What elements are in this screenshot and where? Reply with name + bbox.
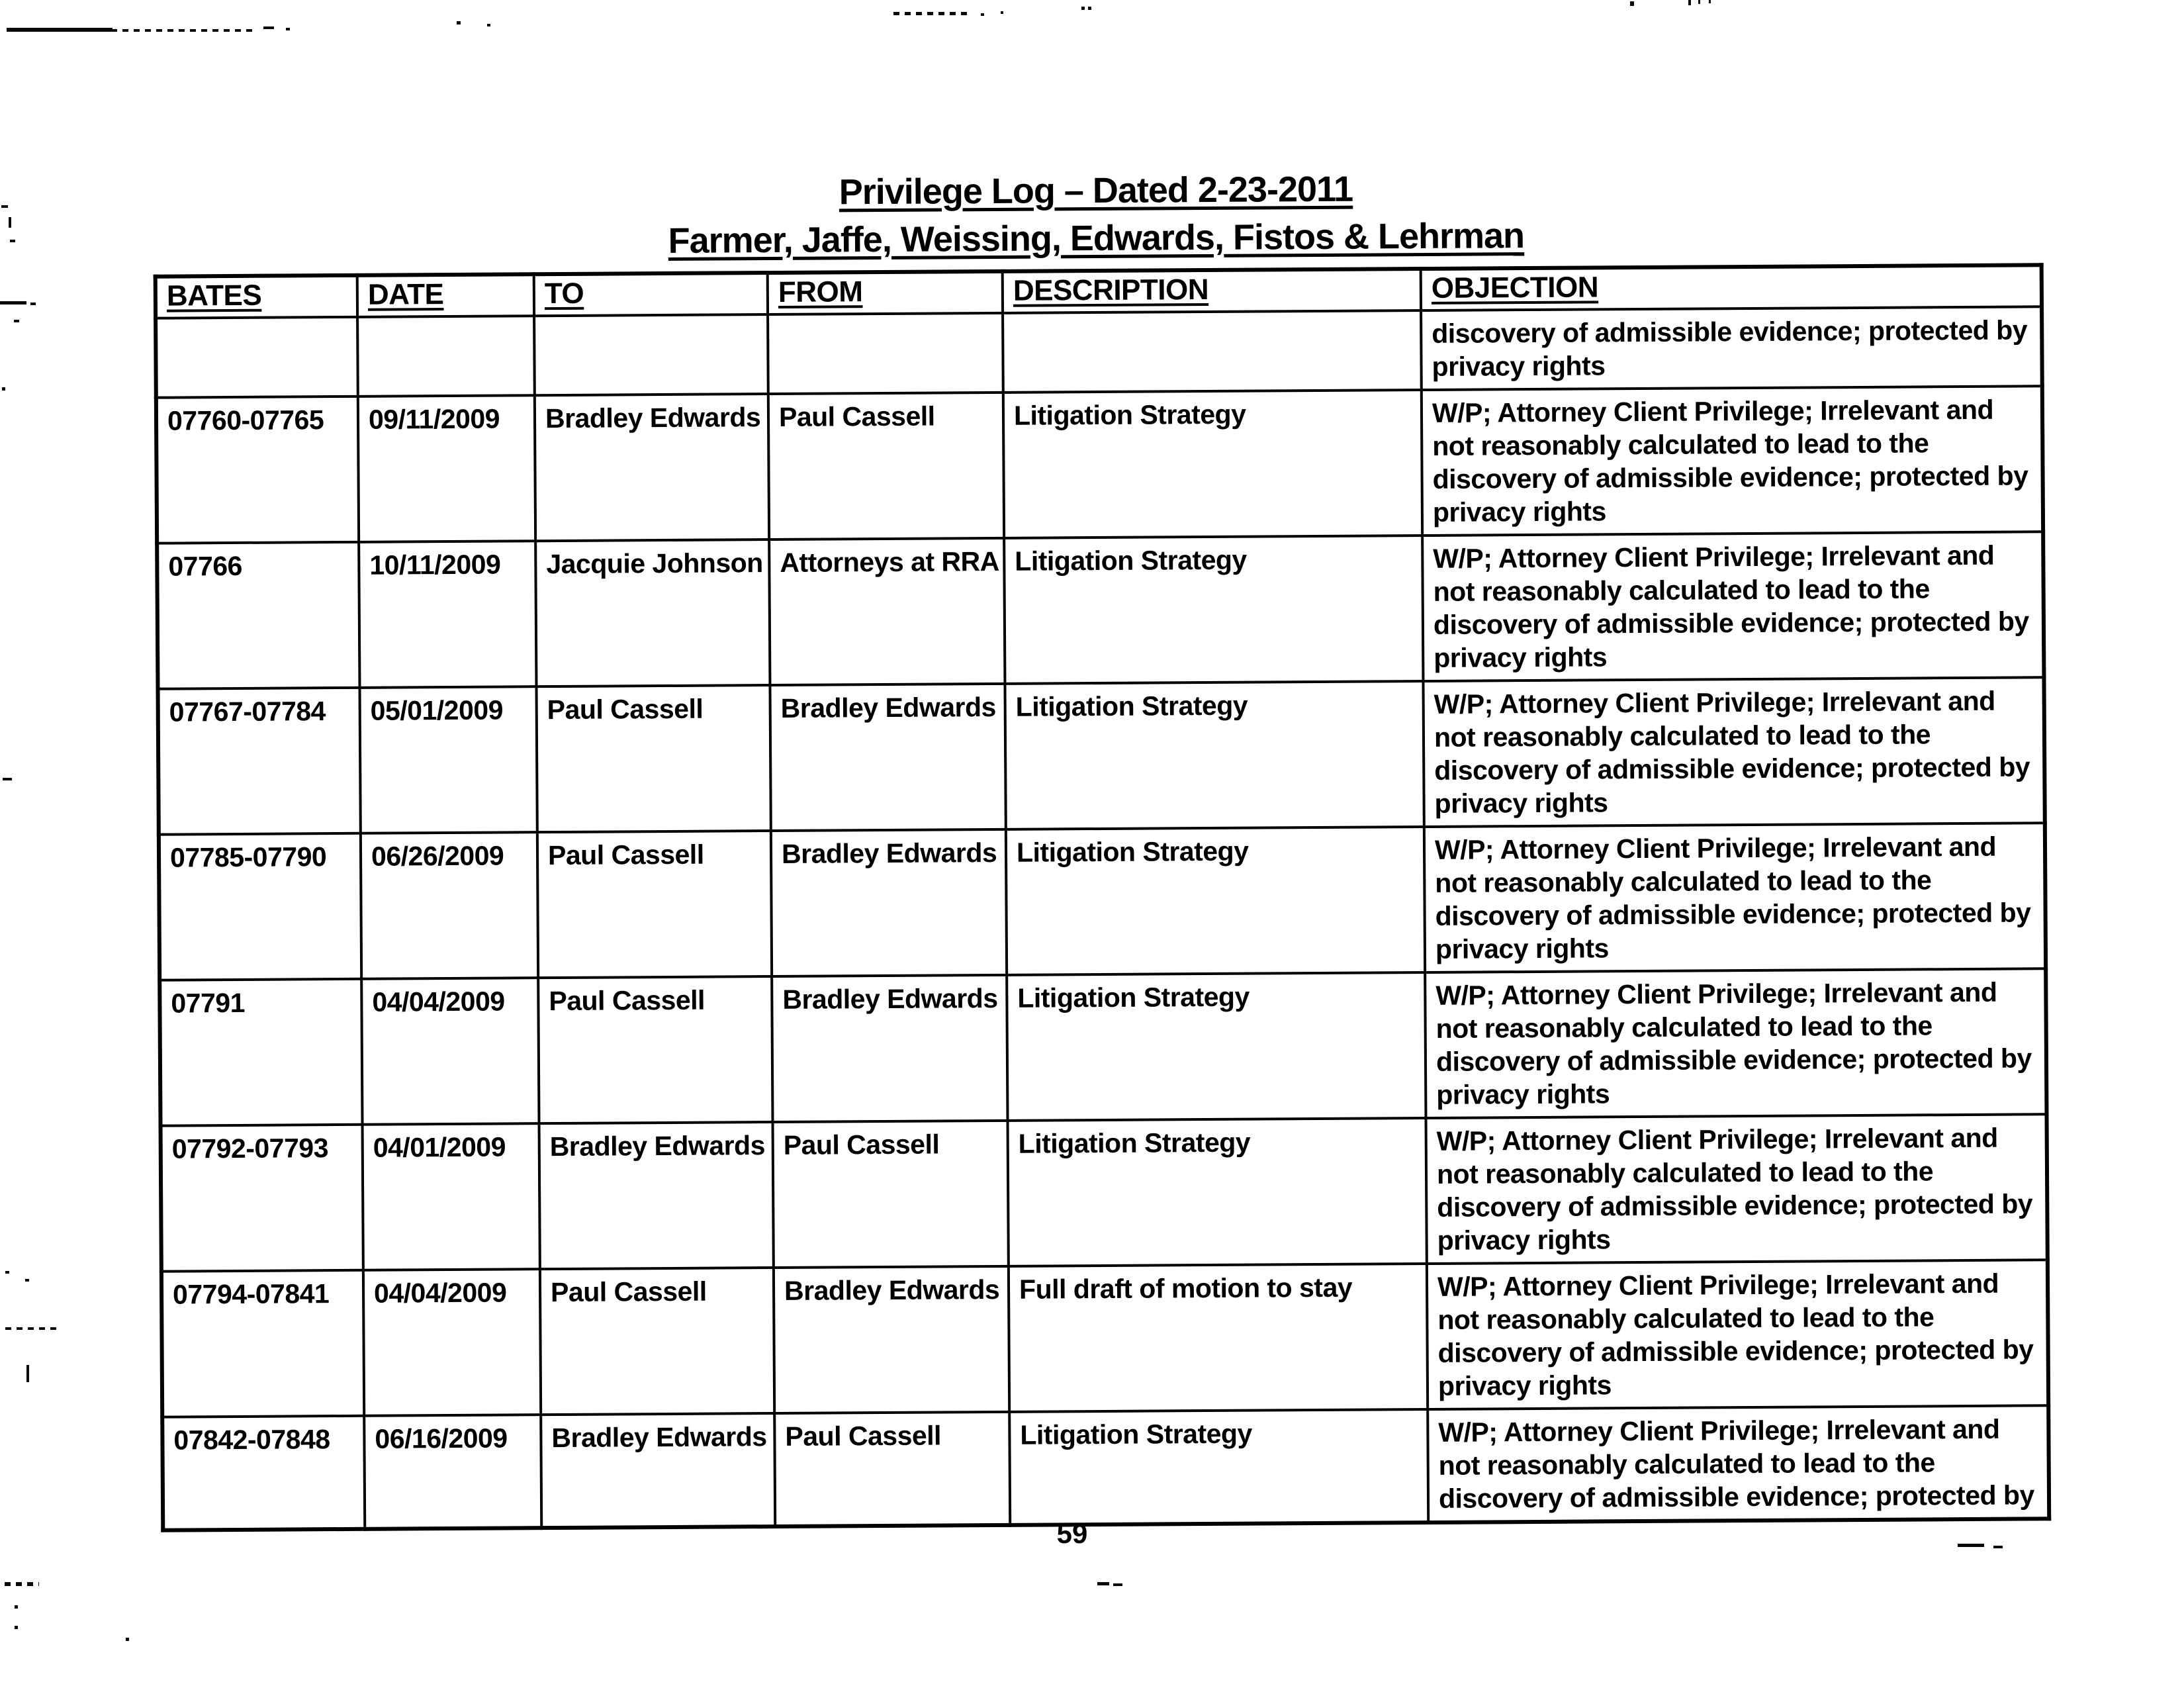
objection-cell: discovery of admissible evidence; protected by privacy rights: [1421, 306, 2042, 390]
table-row: [159, 968, 2046, 1125]
column-header-to: TO: [534, 273, 768, 316]
date-cell: 04/04/2009: [363, 1269, 541, 1416]
scan-artifact: [263, 26, 274, 29]
scan-artifact: [9, 217, 11, 228]
date-cell: [357, 316, 535, 397]
scan-artifact: [981, 13, 984, 16]
objection-cell: W/P; Attorney Client Privilege; Irrelevant and not reasonably calculated to lead to the discovery of admissible evidence; protected by privacy rights: [1423, 677, 2044, 827]
scan-artifact: [1097, 1582, 1109, 1585]
scan-artifact: [1698, 0, 1700, 4]
from-cell: Bradley Edwards: [774, 1266, 1009, 1413]
scan-artifact: [1088, 7, 1091, 10]
page-subtitle: Farmer, Jaffe, Weissing, Edwards, Fistos & Lehrman: [668, 216, 1525, 261]
to-cell: Bradley Edwards: [535, 394, 769, 541]
scan-artifact: [1958, 1544, 1984, 1547]
privilege-log-table: [154, 263, 2052, 1532]
scan-artifact: [893, 12, 972, 15]
from-cell: Paul Cassell: [774, 1412, 1010, 1526]
column-header-from: FROM: [768, 271, 1003, 314]
bates-cell: 07791: [159, 979, 362, 1126]
scan-artifact: [2, 387, 5, 391]
page-number: 59: [1056, 1518, 1088, 1549]
to-cell: Paul Cassell: [536, 685, 770, 832]
bates-cell: 07794-07841: [161, 1270, 364, 1417]
from-cell: [768, 313, 1003, 394]
scan-artifact: [457, 21, 461, 24]
date-cell: 04/01/2009: [363, 1123, 540, 1270]
objection-cell: W/P; Attorney Client Privilege; Irrelevant and not reasonably calculated to lead to the discovery of admissible evidence; protected by privacy rights: [1424, 823, 2046, 972]
description-cell: Litigation Strategy: [1007, 972, 1426, 1121]
document-content: [153, 164, 2047, 1532]
table-row: [161, 1260, 2048, 1417]
scan-artifact: [10, 240, 15, 242]
page-title: Privilege Log – Dated 2-23-2011: [839, 169, 1353, 212]
to-cell: Paul Cassell: [540, 1268, 774, 1415]
description-cell: Litigation Strategy: [1004, 536, 1423, 684]
table-row: [157, 532, 2044, 688]
from-cell: Bradley Edwards: [770, 684, 1005, 831]
scan-artifact: [487, 24, 490, 26]
table-row: [162, 1405, 2049, 1530]
description-cell: Litigation Strategy: [1005, 681, 1424, 829]
scan-artifact: [1113, 1583, 1122, 1586]
objection-cell: W/P; Attorney Client Privilege; Irrelevant and not reasonably calculated to lead to the discovery of admissible evidence; protected by: [1428, 1405, 2049, 1523]
scan-artifact: [1081, 7, 1085, 10]
scan-artifact: [1688, 0, 1691, 5]
from-cell: Paul Cassell: [768, 393, 1004, 539]
column-header-description: DESCRIPTION: [1003, 269, 1421, 313]
objection-cell: W/P; Attorney Client Privilege; Irrelevant and not reasonably calculated to lead to the discovery of admissible evidence; protected by privacy rights: [1422, 386, 2043, 536]
bates-cell: 07785-07790: [159, 833, 361, 980]
scan-artifact: [15, 1605, 18, 1609]
to-cell: [534, 314, 768, 395]
scan-artifact: [26, 1365, 29, 1382]
to-cell: Paul Cassell: [538, 976, 772, 1123]
from-cell: Attorneys at RRA: [769, 538, 1005, 685]
scan-artifact: [44, 29, 255, 32]
bates-cell: 07767-07784: [158, 688, 361, 835]
date-cell: 06/16/2009: [364, 1415, 541, 1529]
scan-artifact: [15, 1626, 18, 1629]
column-header-bates: BATES: [156, 275, 357, 318]
to-cell: Bradley Edwards: [539, 1122, 774, 1269]
date-cell: 06/26/2009: [361, 832, 538, 979]
scan-artifact: [3, 778, 12, 780]
bates-cell: 07842-07848: [162, 1416, 365, 1530]
scan-artifact: [5, 1271, 9, 1274]
scan-artifact: [25, 1279, 29, 1282]
date-cell: 10/11/2009: [359, 541, 536, 688]
table-row: [161, 1114, 2048, 1271]
from-cell: Bradley Edwards: [772, 975, 1007, 1122]
table-row: [159, 823, 2046, 980]
scan-artifact: [1630, 1, 1634, 6]
objection-cell: W/P; Attorney Client Privilege; Irrelevant and not reasonably calculated to lead to the discovery of admissible evidence; protected by privacy rights: [1427, 1260, 2048, 1409]
to-cell: Bradley Edwards: [541, 1413, 775, 1528]
description-cell: Litigation Strategy: [1008, 1118, 1427, 1266]
scan-artifact: [0, 301, 26, 305]
column-header-objection: OBJECTION: [1421, 265, 2042, 310]
date-cell: 05/01/2009: [359, 686, 537, 833]
to-cell: Jacquie Johnson: [535, 539, 770, 686]
objection-cell: W/P; Attorney Client Privilege; Irrelevant and not reasonably calculated to lead to the discovery of admissible evidence; protected by privacy rights: [1422, 532, 2044, 681]
date-cell: 04/04/2009: [361, 978, 539, 1125]
scan-artifact: [30, 303, 36, 305]
scan-artifact: [286, 28, 290, 30]
column-header-date: DATE: [357, 274, 534, 317]
from-cell: Paul Cassell: [773, 1121, 1009, 1268]
bates-cell: [156, 317, 358, 398]
table-row: [156, 386, 2043, 543]
scan-artifact: [126, 1638, 129, 1641]
date-cell: 09/11/2009: [358, 395, 535, 542]
to-cell: Paul Cassell: [537, 831, 772, 978]
scan-artifact: [1993, 1546, 2003, 1548]
from-cell: Bradley Edwards: [771, 829, 1007, 976]
bates-cell: 07766: [157, 542, 359, 689]
bates-cell: 07792-07793: [161, 1125, 363, 1272]
scan-artifact: [1001, 11, 1003, 14]
table-row: [158, 677, 2045, 834]
scan-artifact: [14, 320, 19, 322]
scan-artifact: [5, 1327, 62, 1330]
continuation-row: [156, 306, 2042, 397]
table-body: [156, 306, 2049, 1530]
scan-artifact: [5, 1582, 39, 1586]
description-cell: Litigation Strategy: [1006, 827, 1425, 975]
description-cell: Full draft of motion to stay: [1009, 1264, 1428, 1412]
description-cell: Litigation Strategy: [1009, 1409, 1428, 1525]
description-cell: [1003, 310, 1422, 393]
description-cell: Litigation Strategy: [1003, 390, 1422, 538]
objection-cell: W/P; Attorney Client Privilege; Irrelevant and not reasonably calculated to lead to the discovery of admissible evidence; protected by privacy rights: [1426, 1114, 2048, 1264]
scan-artifact: [1709, 0, 1711, 3]
scan-artifact: [1, 205, 8, 208]
objection-cell: W/P; Attorney Client Privilege; Irrelevant and not reasonably calculated to lead to the discovery of admissible evidence; protected by privacy rights: [1425, 968, 2046, 1118]
bates-cell: 07760-07765: [156, 397, 359, 543]
